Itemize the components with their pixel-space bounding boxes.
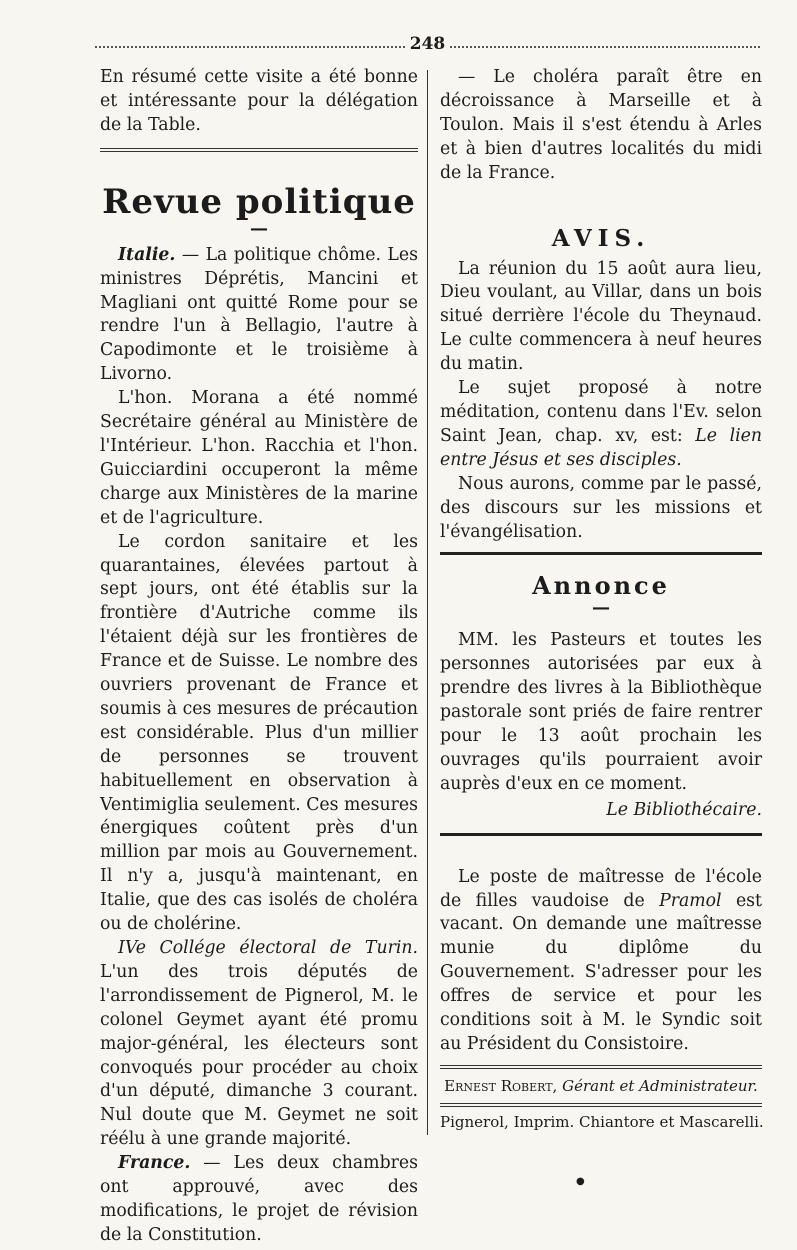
- avis-p2-subject: Le lien entre Jésus et ses disciples.: [440, 425, 762, 470]
- italie-paragraph: [100, 244, 418, 387]
- right-column: [440, 66, 762, 1133]
- gerant-name: Ernest Robert,: [444, 1076, 558, 1095]
- france-lead: France.: [118, 1153, 191, 1174]
- left-column: [100, 66, 418, 1248]
- italie-lead: Italie.: [118, 244, 176, 265]
- poste-text-c: est vacant. On demande une maîtresse munie du diplôme du Gouvernement. S'adresser pour les offres de service et pour les conditions soit à M. le Syndic soit au Président du Consistoire.: [440, 890, 762, 1054]
- annonce-signature: Le Bibliothécaire.: [606, 799, 762, 820]
- poste-text-a: Le poste de maîtresse de l'école de filles vaudoise de: [440, 866, 762, 911]
- avis-paragraph-3: Nous aurons, comme par le passé, des discours sur les missions et l'évangélisation.: [440, 473, 762, 542]
- france-text: — Les deux chambres ont approuvé, avec des modifications, le projet de révision de la Constitution.: [100, 1153, 418, 1245]
- avis-p2-text: Le sujet proposé à notre méditation, contenu dans l'Ev. selon Saint Jean, chap. xv, est:: [440, 378, 762, 446]
- annonce-dash: —: [592, 597, 610, 619]
- cholera-paragraph: — Le choléra paraît être en décroissance à Marseille et à Toulon. Mais il s'est étendu à Arles et à bien d'autres localités du midi de la France.: [440, 67, 762, 183]
- poste-paragraph: [440, 866, 762, 1057]
- italie-text: — La politique chôme. Les ministres Déprétis, Mancini et Magliani ont quitté Rome pour se rendre l'un à Bellagio, l'autre à Capodimonte et le troisième à Livorno.: [100, 244, 418, 385]
- gerant-line: [440, 1075, 762, 1097]
- title-dash: —: [250, 217, 268, 239]
- intro-paragraph: En résumé cette visite a été bonne et intéressante pour la délégation de la Table.: [100, 67, 418, 135]
- annonce-heading: Annonce: [532, 571, 670, 601]
- header-dotted-rule-right: [450, 46, 760, 48]
- college-paragraph: [100, 937, 418, 1152]
- annonce-paragraph: MM. les Pasteurs et toutes les personnes autorisées par eux à prendre des livres à la Bibliothèque pastorale sont priés de faire rentrer pour le 13 août prochain les ouvrages qu'ils pourraient avoir auprès d'eux en ce moment.: [440, 630, 762, 794]
- gerant-role: Gérant et Administrateur.: [557, 1076, 758, 1095]
- avis-paragraph-2: [440, 377, 762, 473]
- avis-paragraph-1: La réunion du 15 août aura lieu, Dieu voulant, au Villar, dans un bois situé derrière l'école du Theynaud. Le culte commencera à neuf heures du matin.: [440, 258, 762, 375]
- avis-heading: AVIS.: [551, 224, 651, 252]
- bottom-dot-icon: ●: [576, 1176, 585, 1187]
- morana-paragraph: L'hon. Morana a été nommé Secrétaire général au Ministère de l'Intérieur. L'hon. Racchia et l'hon. Guicciardini occuperont la même charge aux Ministères de la marine et de l'agriculture.: [100, 388, 418, 528]
- college-text: L'un des trois députés de l'arrondissement de Pignerol, M. le colonel Geymet ayant été promu major-général, les électeurs sont convoqués pour procéder au choix d'un député, dimanche 3 courant. Nul doute que M. Geymet ne soit réélu à une grande majorité.: [100, 961, 418, 1150]
- france-paragraph: [100, 1152, 418, 1248]
- poste-pramol: Pramol: [659, 890, 722, 911]
- college-lead: IVe Collége électoral de Turin.: [118, 938, 418, 958]
- column-divider: [427, 70, 428, 1135]
- imprint-line: Pignerol, Imprim. Chiantore et Mascarelli.: [440, 1112, 764, 1131]
- section-title: Revue politique: [102, 181, 416, 222]
- page-number: 248: [409, 34, 446, 54]
- cordon-paragraph: Le cordon sanitaire et les quarantaines, élevées partout à sept jours, ont été établis sur la frontière d'Autriche comme ils l'étaient déjà sur les frontières de France et de Suisse. Le nombre des ouvriers provenant de France et soumis à ces mesures de précaution est considérable. Plus d'un millier de personnes se trouvent habituellement en observation à Ventimiglia seulement. Ces mesures énergiques coûtent près d'un million par mois au Gouvernement. Il n'y a, jusqu'à maintenant, en Italie, que des cas isolés de choléra ou de cholérine.: [100, 531, 418, 935]
- page-header: [95, 34, 760, 54]
